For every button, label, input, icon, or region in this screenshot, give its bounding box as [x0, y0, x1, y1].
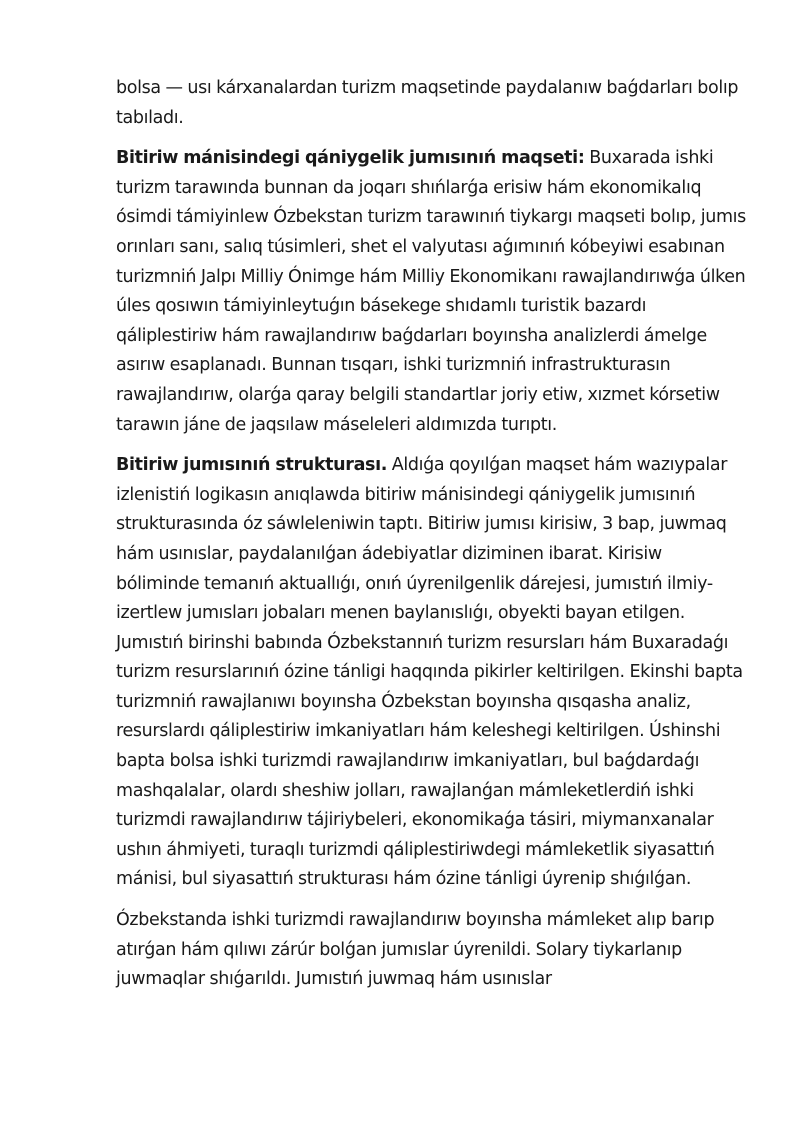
paragraph-structure: [116, 451, 748, 895]
paragraph-text: bolsa — usı kárxanalardan turizm maqsetinde paydalanıw baǵdarları bolıp tabıladı.: [116, 78, 739, 128]
paragraph-text: Aldıǵa qoyılǵan maqset hám wazıypalar izlenistiń logikasın anıqlawda bitiriw mánisindegi qániygelik jumısınıń strukturasında óz sáwleleniwin taptı. Bitiriw jumısı kirisiw, 3 bap, juwmaq hám usınıslar, paydalanılǵan ádebiyatlar diziminen ibarat. Kirisiw bóliminde temanıń aktuallıǵı, onıń úyrenilgenlik dárejesi, jumıstıń ilmiy-izertlew jumısları jobaları menen baylanıslıǵı, obyekti bayan etilgen. Jumıstıń birinshi babında Ózbekstannıń turizm resursları hám Buxaradaǵı turizm resurslarınıń ózine tánligi haqqında pikirler keltirilgen. Ekinshi bapta turizmniń rawajlanıwı boyınsha Ózbekstan boyınsha qısqasha analiz, resurslardı qáliplestiriw imkaniyatları hám keleshegi keltirilgen. Úshinshi bapta bolsa ishki turizmdi rawajlandırıw imkaniyatları, bul baǵdardaǵı mashqalalar, olardı sheshiw jolları, rawajlanǵan mámleketlerdiń ishki turizmdi rawajlandırıw tájiriybeleri, ekonomikaǵa tásiri, miymanxanalar ushın áhmiyeti, turaqlı turizmdi qáliplestiriwdegi mámleketlik siyasattıń mánisi, bul siyasattıń strukturası hám ózine tánligi úyrenip shıǵılǵan.: [116, 455, 743, 890]
paragraph-goal: [116, 144, 748, 440]
paragraph-intro-continuation: [116, 74, 748, 133]
paragraph-text: Buxarada ishki turizm tarawında bunnan da joqarı shıńlarǵa erisiw hám ekonomikalıq ósimdi támiyinlew Ózbekstan turizm tarawınıń tiykargı maqseti bolıp, jumıs orınları sanı, salıq túsimleri, shet el valyutası aǵımınıń kóbeyiwi esabınan turizmniń Jalpı Milliy Ónimge hám Milliy Ekonomikanı rawajlandırıwǵa úlken úles qosıwın támiyinleytuǵın básekege shıdamlı turistik bazardı qáliplestiriw hám rawajlandırıw baǵdarları boyınsha analizlerdi ámelge asırıw esaplanadı. Bunnan tısqarı, ishki turizmniń infrastrukturasın rawajlandırıw, olarǵa qaray belgili standartlar joriy etiw, xızmet kórsetiw tarawın jáne de jaqsılaw máseleleri aldımızda turıptı.: [116, 148, 746, 435]
paragraph-text: Ózbekstanda ishki turizmdi rawajlandırıw boyınsha mámleket alıp barıp atırǵan hám qılıwı zárúr bolǵan jumıslar úyrenildi. Solary tiykarlanıp juwmaqlar shıǵarıldı. Jumıstıń juwmaq hám usınıslar: [116, 910, 715, 990]
paragraph-conclusion: [116, 906, 748, 995]
document-page: [116, 74, 748, 1006]
paragraph-heading-structure: Bitiriw jumısınıń strukturası.: [116, 455, 388, 476]
paragraph-heading-goal: Bitiriw mánisindegi qániygelik jumısınıń maqseti:: [116, 148, 585, 169]
